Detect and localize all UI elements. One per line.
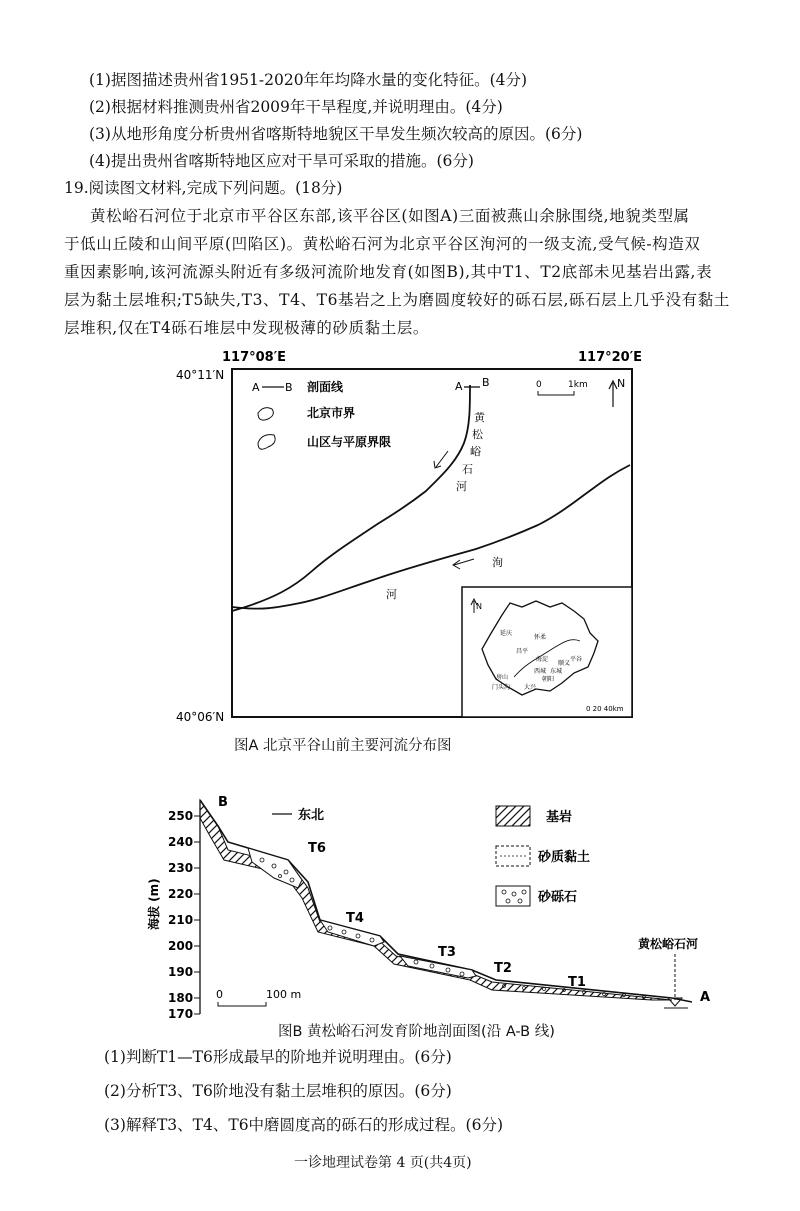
map-north-label: N [617, 377, 626, 390]
inset-place-haidian: 海淀 [536, 656, 549, 663]
q19-paragraph-line-1: 黄松峪石河位于北京市平谷区东部,该平谷区(如图A)三面被燕山余脉围绕,地貌类型属 [90, 207, 690, 225]
inset-place-huairou: 怀柔 [534, 634, 547, 641]
question-18-3: (3)从地形角度分析贵州省喀斯特地貌区干旱发生频次较高的原因。(6分) [89, 125, 583, 143]
y-tick-190: 190 [168, 965, 194, 979]
river-char-4: 石 [462, 463, 473, 476]
q19-paragraph-line-4: 层为黏土层堆积;T5缺失,T3、T4、T6基岩之上为磨圆度较好的砾石层,砾石层上几乎没有黏土 [64, 291, 730, 309]
figure-a-caption: 图A 北京平谷山前主要河流分布图 [234, 738, 452, 754]
page-footer: 一诊地理试卷第 4 页(共4页) [294, 1155, 472, 1171]
profile-point-a: A [700, 990, 711, 1005]
legend-sandy-clay-text: 砂质黏土 [538, 850, 591, 865]
y-tick-210: 210 [168, 913, 194, 927]
inset-place-changping: 昌平 [516, 648, 529, 655]
y-axis-label: 海拔 (m) [147, 878, 161, 930]
xun-river-label-1: 洵 [492, 556, 503, 569]
q19-paragraph-line-3: 重因素影响,该河流源头附近有多级河流阶地发育(如图B),其中T1、T2底部未见基岩出露,表 [64, 263, 713, 281]
q19-paragraph-line-5: 层堆积,仅在T4砾石堆层中发现极薄的砂质黏土层。 [64, 319, 430, 337]
inset-place-shunyi: 顺义 [558, 660, 571, 667]
lon-left-label: 117°08′E [222, 350, 287, 365]
river-label: 黄松峪石河 [638, 937, 699, 951]
legend-a-label: A [252, 381, 260, 394]
question-18-2: (2)根据材料推测贵州省2009年干旱程度,并说明理由。(4分) [89, 98, 503, 116]
y-tick-170: 170 [168, 1007, 194, 1021]
y-tick-220: 220 [168, 887, 194, 901]
q19-subquestion-2: (2)分析T3、T6阶地没有黏土层堆积的原因。(6分) [104, 1082, 452, 1100]
y-tick-230: 230 [168, 861, 194, 875]
river-char-2: 松 [472, 428, 483, 441]
y-tick-240: 240 [168, 835, 194, 849]
profile-scale-zero: 0 [216, 988, 223, 1001]
inset-place-xicheng: 西城 [534, 668, 547, 675]
figure-a-map [170, 345, 650, 730]
legend-mountain-plain-text: 山区与平原界限 [307, 435, 392, 449]
inset-place-fangshan: 房山 [496, 674, 509, 681]
terrace-t3: T3 [438, 945, 456, 960]
inset-north-label: N [476, 602, 482, 611]
map-point-a: A [455, 380, 463, 393]
y-ticks [194, 816, 200, 1014]
question-18-1: (1)据图描述贵州省1951-2020年年均降水量的变化特征。(4分) [89, 71, 528, 89]
q19-subquestion-3: (3)解释T3、T4、T6中磨圆度高的砾石的形成过程。(6分) [104, 1116, 504, 1134]
river-char-5: 河 [456, 480, 467, 493]
map-point-b: B [482, 376, 490, 389]
question-18-4: (4)提出贵州省喀斯特地区应对干旱可采取的措施。(6分) [89, 152, 474, 170]
lat-bottom-label: 40°06′N [176, 710, 225, 724]
inset-place-yanqing: 延庆 [500, 630, 513, 637]
direction-label: 东北 [298, 808, 325, 823]
figure-b-caption: 图B 黄松峪石河发育阶地剖面图(沿 A-B 线) [278, 1024, 555, 1040]
legend-b-label: B [285, 381, 293, 394]
legend-section-line-text: 剖面线 [307, 380, 344, 394]
terrace-t6: T6 [308, 841, 326, 856]
y-tick-200: 200 [168, 939, 194, 953]
map-scale-bar [538, 391, 574, 395]
q19-paragraph-line-2: 于低山丘陵和山间平原(凹陷区)。黄松峪石河为北京平谷区洵河的一级支流,受气候-构造双 [64, 235, 701, 253]
terrace-t4: T4 [346, 911, 364, 926]
flow-arrow-1 [436, 451, 448, 467]
lon-right-label: 117°20′E [578, 350, 643, 365]
mountain-plain-boundary-icon [258, 435, 275, 450]
legend-bedrock-swatch [496, 806, 530, 826]
inset-place-mentougou: 门头沟 [492, 684, 511, 691]
terrace-t1: T1 [568, 975, 586, 990]
legend-gravel-text: 砂砾石 [538, 890, 578, 905]
question-19-title: 19.阅读图文材料,完成下列问题。(18分) [64, 179, 343, 197]
profile-scale-text: 100 m [266, 988, 302, 1001]
terrace-t2: T2 [494, 961, 512, 976]
inset-place-daxing: 大兴 [524, 684, 537, 691]
legend-city-boundary-text: 北京市界 [307, 406, 356, 420]
lat-top-label: 40°11′N [176, 368, 225, 382]
q19-subquestion-1: (1)判断T1—T6形成最早的阶地并说明理由。(6分) [104, 1048, 452, 1066]
figure-b-profile [132, 790, 732, 1024]
xun-river-label-2: 河 [386, 588, 397, 601]
profile-scale-bar [218, 1002, 266, 1006]
profile-point-b: B [218, 795, 228, 810]
inset-place-pinggu: 平谷 [570, 656, 583, 663]
river-char-1: 黄 [474, 411, 485, 424]
inset-place-chaoyang: 朝阳 [542, 676, 555, 683]
y-tick-250: 250 [168, 809, 194, 823]
inset-place-dongcheng: 东城 [550, 668, 563, 675]
city-boundary-icon [258, 408, 273, 420]
y-tick-180: 180 [168, 991, 194, 1005]
river-char-3: 峪 [470, 445, 481, 458]
map-scale-unit: 1km [568, 380, 588, 390]
map-scale-zero: 0 [536, 380, 542, 390]
legend-bedrock-text: 基岩 [546, 810, 573, 825]
inset-scale: 0 20 40km [586, 705, 624, 713]
